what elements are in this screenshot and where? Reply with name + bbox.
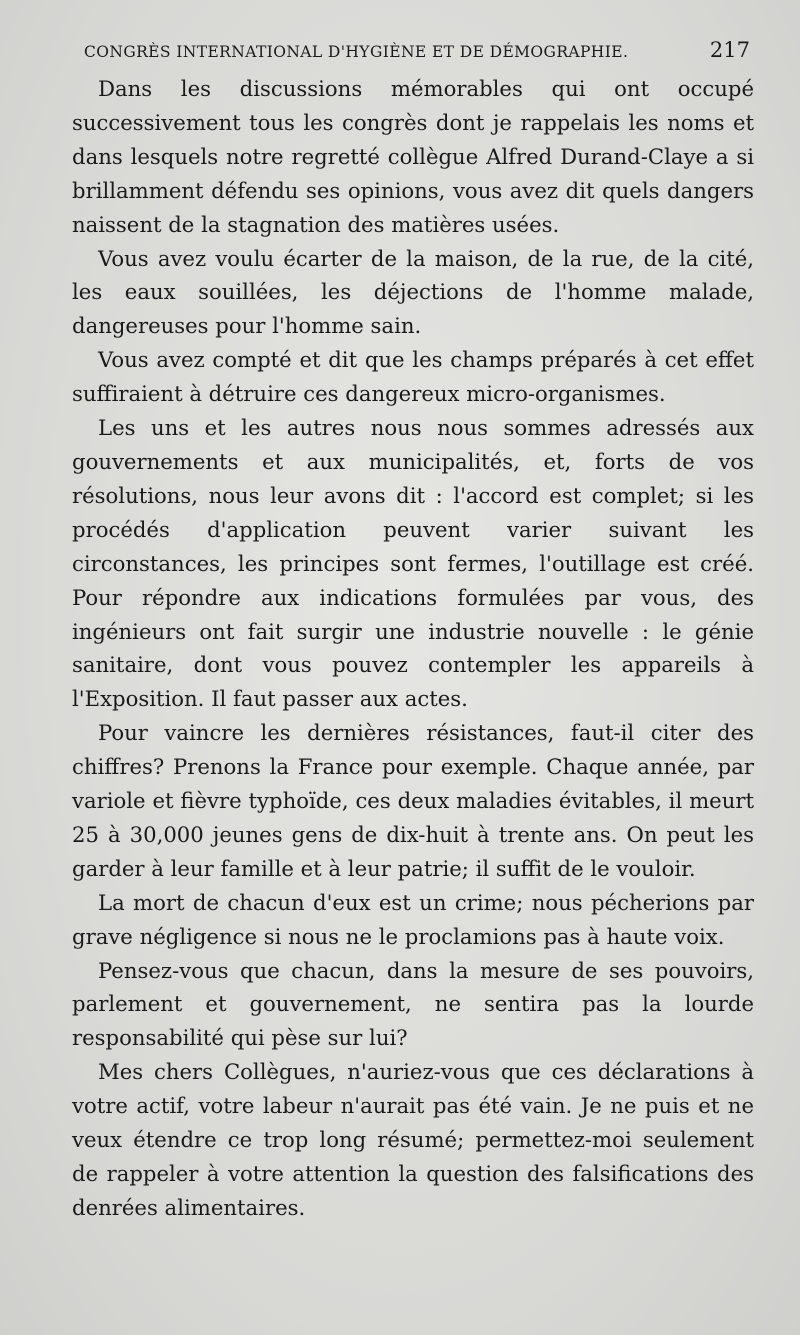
page-header (84, 38, 750, 66)
running-title: CONGRÈS INTERNATIONAL D'HYGIÈNE ET DE DÉMOGRAPHIE. (84, 43, 629, 61)
paragraph: Pensez-vous que chacun, dans la mesure de ses pouvoirs, parlement et gouvernement, ne sentira pas la lourde responsabilité qui pèse sur lui? (72, 957, 754, 1051)
paragraph: Vous avez compté et dit que les champs préparés à cet effet suffiraient à détruire ces dangereux micro-organismes. (72, 347, 754, 407)
paragraph: Pour vaincre les dernières résistances, faut-il citer des chiffres? Prenons la France pour exemple. Chaque année, par variole et fièvre typhoïde, ces deux maladies évitables, il meurt 25 à 30,000 jeunes gens de dix-huit à trente ans. On peut les garder à leur famille et à leur patrie; il suffit de le vouloir. (72, 720, 754, 881)
paragraph: Mes chers Collègues, n'auriez-vous que ces déclarations à votre actif, votre labeur n'aurait pas été vain. Je ne puis et ne veux étendre ce trop long résumé; permettez-moi seulement de rappeler à votre attention la question des falsifications des denrées alimentaires. (72, 1059, 754, 1220)
paragraph: Les uns et les autres nous nous sommes adressés aux gouvernements et aux municipalités, et, forts de vos résolutions, nous leur avons dit : l'accord est complet; si les procédés d'application peuvent varier suivant les circonstances, les principes sont fermes, l'outillage est créé. Pour répondre aux indications formulées par vous, des ingénieurs ont fait surgir une industrie nouvelle : le génie sanitaire, dont vous pouvez contempler les appareils à l'Exposition. Il faut passer aux actes. (72, 415, 754, 712)
page-number: 217 (709, 38, 750, 62)
page-body (72, 72, 754, 1225)
paragraph: Vous avez voulu écarter de la maison, de la rue, de la cité, les eaux souillées, les déjections de l'homme malade, dangereuses pour l'homme sain. (72, 245, 754, 339)
paragraph: La mort de chacun d'eux est un crime; nous pécherions par grave négligence si nous ne le proclamions pas à haute voix. (72, 889, 754, 949)
paragraph: Dans les discussions mémorables qui ont occupé successivement tous les congrès dont je rappelais les noms et dans lesquels notre regretté collègue Alfred Durand-Claye a si brillamment défendu ses opinions, vous avez dit quels dangers naissent de la stagnation des matières usées. (72, 76, 754, 237)
